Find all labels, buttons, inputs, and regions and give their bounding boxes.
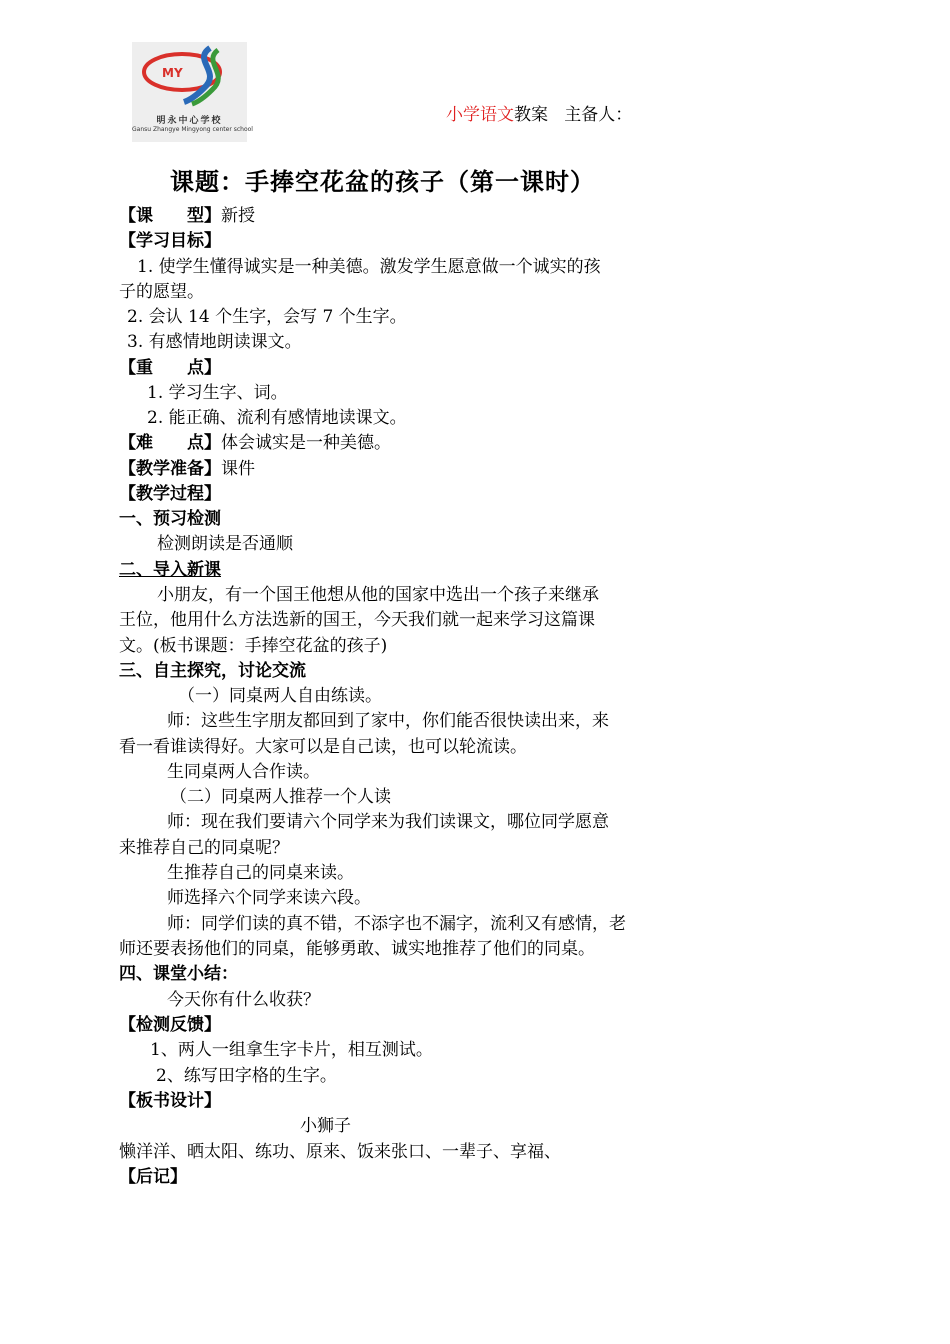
section-3-para-7: 师选择六个同学来读六段。 bbox=[167, 888, 371, 908]
section-2-text-line-2: 王位，他用什么方法选新的国王，今天我们就一起来学习这篇课 bbox=[119, 610, 595, 630]
feedback-item-2: 2、练写田字格的生字。 bbox=[156, 1066, 337, 1086]
lesson-type-value: 新授 bbox=[221, 206, 255, 226]
board-label: 【板书设计】 bbox=[119, 1091, 221, 1111]
school-logo bbox=[132, 42, 253, 142]
section-3-title: 三、自主探究，讨论交流 bbox=[119, 661, 306, 681]
key-point-1: 1. 学习生字、词。 bbox=[147, 383, 288, 403]
section-3-para-4: （二）同桌两人推荐一个人读 bbox=[170, 787, 391, 807]
section-2-text-line-3: 文。(板书课题：手捧空花盆的孩子) bbox=[119, 636, 388, 656]
section-3-para-5-line-2: 来推荐自己的同桌呢？ bbox=[119, 838, 289, 858]
section-3-para-8-line-1: 师：同学们读的真不错，不添字也不漏字，流利又有感情，老 bbox=[167, 914, 626, 934]
board-heading: 小狮子 bbox=[300, 1116, 351, 1136]
objective-3: 3. 有感情地朗读课文。 bbox=[127, 332, 302, 352]
logo-school-name-cn: 明永中心学校 bbox=[156, 116, 223, 126]
header-doc-type: 教案 bbox=[514, 105, 548, 125]
section-3-para-1: （一）同桌两人自由练读。 bbox=[178, 686, 382, 706]
section-3-para-5-line-1: 师：现在我们要请六个同学来为我们读课文，哪位同学愿意 bbox=[167, 812, 609, 832]
key-point-2: 2. 能正确、流利有感情地读课文。 bbox=[147, 408, 407, 428]
preparation-label: 【教学准备】 bbox=[119, 459, 221, 479]
section-3-para-3: 生同桌两人合作读。 bbox=[167, 762, 320, 782]
header-preparer-label: 主备人： bbox=[564, 105, 633, 125]
lesson-type-label: 【课 型】 bbox=[119, 206, 221, 226]
section-3-para-6: 生推荐自己的同桌来读。 bbox=[167, 863, 354, 883]
section-3-para-2-line-1: 师：这些生字朋友都回到了家中，你们能否很快读出来，来 bbox=[167, 711, 609, 731]
feedback-label: 【检测反馈】 bbox=[119, 1015, 221, 1035]
section-3-para-2-line-2: 看一看谁读得好。大家可以是自己读，也可以轮流读。 bbox=[119, 737, 527, 757]
section-1-text: 检测朗读是否通顺 bbox=[157, 534, 293, 554]
page-title: 课题：手捧空花盆的孩子（第一课时） bbox=[170, 168, 595, 196]
difficulties-label: 【难 点】 bbox=[119, 433, 221, 453]
document-header bbox=[446, 100, 632, 125]
objective-1-line-1: 1. 使学生懂得诚实是一种美德。激发学生愿意做一个诚实的孩 bbox=[137, 257, 601, 277]
section-2-title: 二、导入新课 bbox=[119, 560, 221, 580]
logo-badge-text: MY bbox=[162, 66, 183, 80]
lesson-type-row bbox=[119, 204, 255, 229]
section-4-text: 今天你有什么收获？ bbox=[167, 990, 320, 1010]
preparation-value: 课件 bbox=[221, 459, 255, 479]
logo-school-name-en: Gansu Zhangye Mingyong center school bbox=[132, 126, 253, 133]
objective-2: 2. 会认 14 个生字，会写 7 个生字。 bbox=[127, 307, 407, 327]
feedback-item-1: 1、两人一组拿生字卡片，相互测试。 bbox=[150, 1040, 433, 1060]
difficulties-value: 体会诚实是一种美德。 bbox=[221, 433, 391, 453]
section-3-para-8-line-2: 师还要表扬他们的同桌，能够勇敢、诚实地推荐了他们的同桌。 bbox=[119, 939, 595, 959]
objective-1-line-2: 子的愿望。 bbox=[119, 282, 204, 302]
board-words: 懒洋洋、晒太阳、练功、原来、饭来张口、一辈子、享福、 bbox=[119, 1142, 561, 1162]
section-4-title: 四、课堂小结： bbox=[119, 964, 238, 984]
difficulties-row bbox=[119, 431, 391, 456]
process-label: 【教学过程】 bbox=[119, 484, 221, 504]
preparation-row bbox=[119, 457, 255, 482]
key-points-label: 【重 点】 bbox=[119, 358, 221, 378]
section-2-text-line-1: 小朋友，有一个国王他想从他的国家中选出一个孩子来继承 bbox=[157, 585, 599, 605]
logo-emblem-icon bbox=[132, 42, 247, 112]
objectives-label: 【学习目标】 bbox=[119, 231, 221, 251]
header-subject: 小学语文 bbox=[446, 105, 514, 125]
postscript-label: 【后记】 bbox=[119, 1167, 187, 1187]
section-1-title: 一、预习检测 bbox=[119, 509, 221, 529]
